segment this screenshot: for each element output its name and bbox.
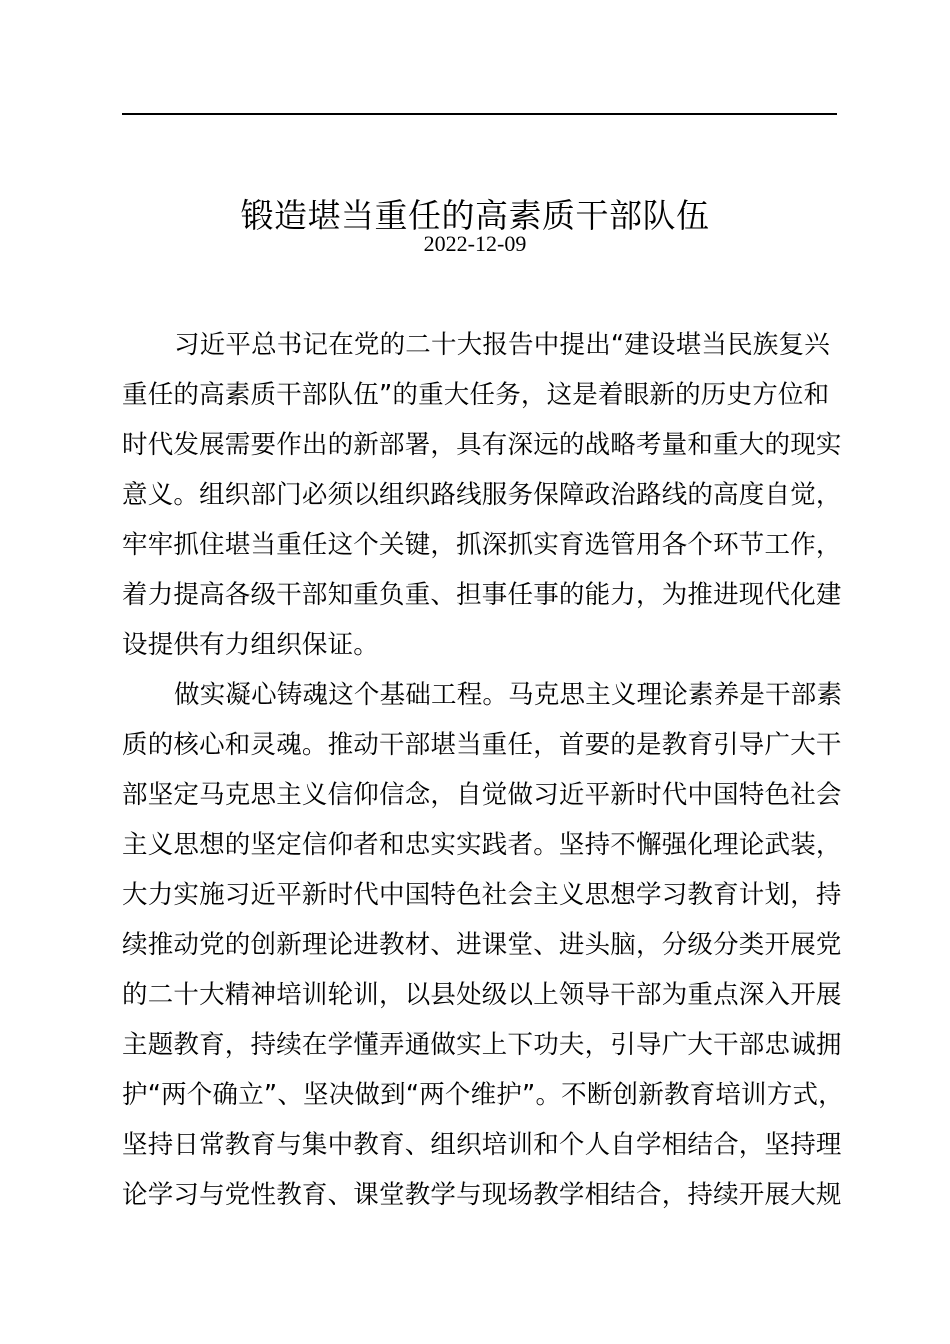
paragraph-2-line: 的二十大精神培训轮训，以县处级以上领导干部为重点深入开展 — [122, 980, 842, 1010]
paragraph-1-line: 设提供有力组织保证。 — [122, 630, 380, 660]
paragraph-2-line: 主义思想的坚定信仰者和忠实实践者。坚持不懈强化理论武装， — [122, 830, 842, 860]
article-title: 锻造堪当重任的高素质干部队伍 — [240, 196, 710, 236]
paragraph-2-line: 护“两个确立”、坚决做到“两个维护”。不断创新教育培训方式， — [122, 1080, 844, 1110]
publish-date: 2022-12-09 — [423, 231, 527, 256]
paragraph-2-line: 大力实施习近平新时代中国特色社会主义思想学习教育计划，持 — [122, 880, 842, 910]
paragraph-1-line: 着力提高各级干部知重负重、担事任事的能力，为推进现代化建 — [122, 580, 842, 610]
paragraph-1-line: 重任的高素质干部队伍”的重大任务，这是着眼新的历史方位和 — [122, 380, 830, 410]
paragraph-2-line: 论学习与党性教育、课堂教学与现场教学相结合，持续开展大规 — [122, 1180, 842, 1210]
header-divider — [122, 113, 837, 115]
paragraph-2-line: 做实凝心铸魂这个基础工程。马克思主义理论素养是干部素 — [174, 680, 843, 710]
paragraph-2-line: 部坚定马克思主义信仰信念，自觉做习近平新时代中国特色社会 — [122, 780, 842, 810]
paragraph-2-line: 续推动党的创新理论进教材、进课堂、进头脑，分级分类开展党 — [122, 930, 842, 960]
paragraph-1-line: 意义。组织部门必须以组织路线服务保障政治路线的高度自觉， — [122, 480, 842, 510]
paragraph-2-line: 主题教育，持续在学懂弄通做实上下功夫，引导广大干部忠诚拥 — [122, 1030, 842, 1060]
paragraph-2-line: 质的核心和灵魂。推动干部堪当重任，首要的是教育引导广大干 — [122, 730, 842, 760]
paragraph-1-line: 时代发展需要作出的新部署，具有深远的战略考量和重大的现实 — [122, 430, 842, 460]
paragraph-2-line: 坚持日常教育与集中教育、组织培训和个人自学相结合，坚持理 — [122, 1130, 842, 1160]
paragraph-1-line: 牢牢抓住堪当重任这个关键，抓深抓实育选管用各个环节工作， — [122, 530, 842, 560]
article-body — [122, 320, 882, 1220]
paragraph-1-line: 习近平总书记在党的二十大报告中提出“建设堪当民族复兴 — [174, 330, 830, 360]
